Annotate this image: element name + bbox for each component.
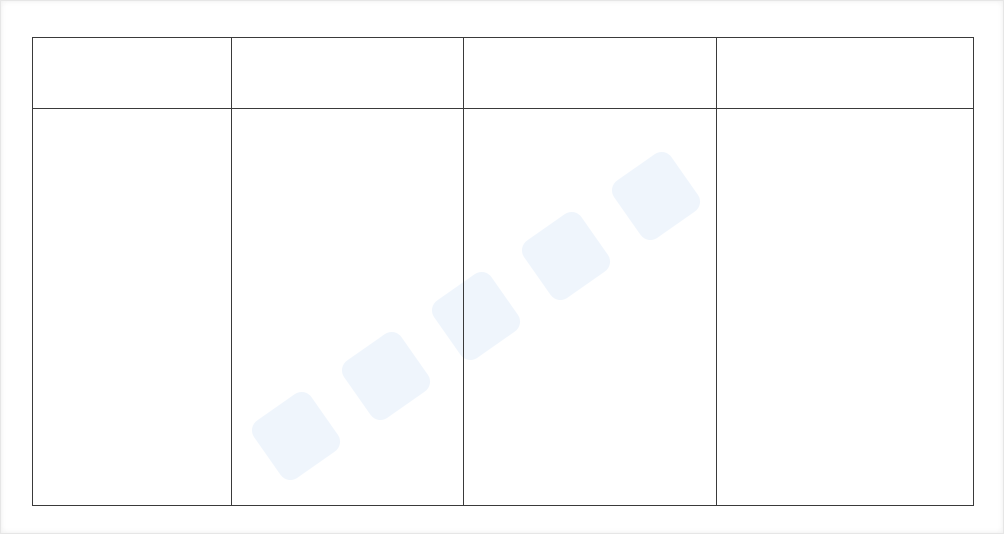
header-cell-4 [717, 38, 974, 109]
body-cell-2 [232, 109, 464, 506]
cell-content-3 [464, 109, 716, 505]
cell-content-4 [717, 109, 973, 505]
header-cell-2 [232, 38, 464, 109]
body-cell-3 [464, 109, 717, 506]
table-body-row [33, 109, 974, 506]
cell-content-1 [33, 109, 231, 505]
body-cell-4 [717, 109, 974, 506]
content-table-wrap [32, 37, 973, 506]
cell-content-2 [232, 109, 463, 505]
header-cell-1 [33, 38, 232, 109]
body-cell-1 [33, 109, 232, 506]
table-header-row [33, 38, 974, 109]
comparison-table [32, 37, 974, 506]
header-cell-3 [464, 38, 717, 109]
